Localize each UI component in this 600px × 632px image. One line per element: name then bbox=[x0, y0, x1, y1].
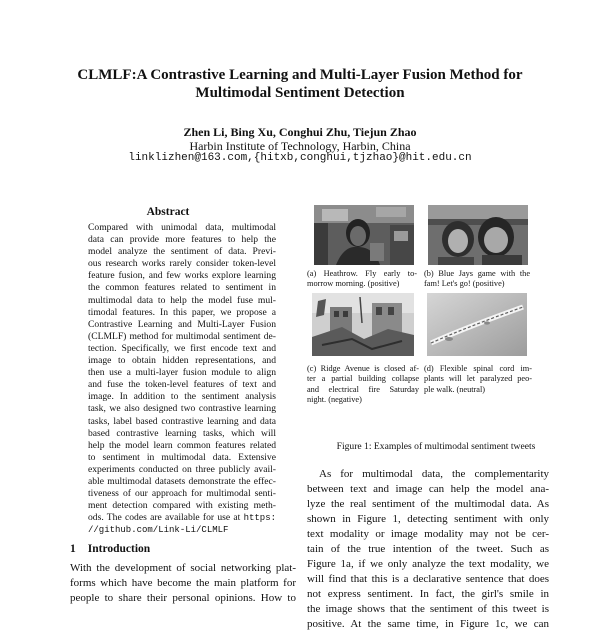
caption-line: fam! Let's go! (positive) bbox=[424, 279, 505, 289]
caption-line: (c) Ridge Avenue is closed af- bbox=[307, 364, 419, 373]
abstract-line: help the model learn common features related bbox=[88, 439, 276, 451]
body-line: tain of the true intention of the tweet. Such as bbox=[307, 543, 549, 555]
abstract-line: multimodal data to help the model fuse mul- bbox=[88, 294, 276, 306]
heathrow-selfie-photo bbox=[314, 205, 414, 265]
body-line: shown in Figure 1, detecting sentiment with only bbox=[307, 513, 549, 525]
spinal-implant-photo bbox=[427, 293, 527, 356]
caption-line: night. (negative) bbox=[307, 395, 362, 405]
abstract-line: tiveness of our approach for multimodal senti- bbox=[88, 488, 276, 500]
section-heading-introduction bbox=[70, 543, 150, 555]
paper-title-line-1: CLMLF:A Contrastive Learning and Multi-Layer Fusion Method for bbox=[77, 67, 523, 83]
abstract-line: feature fusion, and few works explore learning bbox=[88, 270, 276, 282]
body-line: not express sentiment. In fact, the girl's smile in bbox=[307, 588, 549, 600]
blue-jays-selfie-photo bbox=[428, 205, 528, 265]
abstract-body bbox=[88, 222, 276, 536]
subfigure-d-caption bbox=[424, 364, 532, 395]
section-title: Introduction bbox=[87, 543, 151, 555]
subfigure-a-caption bbox=[307, 269, 417, 290]
abstract-line: Compared with unimodal data, multimodal bbox=[88, 222, 276, 233]
body-line: the image shows that the sentiment of this tweet is bbox=[307, 603, 549, 615]
caption-line: morrow morning. (positive) bbox=[307, 279, 400, 289]
abstract-line: then use a multi-layer fusion module to align bbox=[88, 367, 276, 379]
abstract-line: the common features related to sentiment in bbox=[88, 282, 276, 294]
introduction-body bbox=[70, 561, 296, 606]
caption-line: ter a partial building collapse bbox=[307, 374, 419, 384]
caption-line: (b) Blue Jays game with the bbox=[424, 269, 530, 278]
body-line: As for multimodal data, the complementarity bbox=[319, 468, 549, 480]
introduction-line: people to share their personal opinions. How to bbox=[70, 592, 296, 604]
caption-line: ple walk. (neutral) bbox=[424, 384, 486, 394]
paper-title bbox=[60, 66, 540, 102]
subfigure-c bbox=[307, 293, 419, 403]
abstract-line: image to obtain hidden representations, and bbox=[88, 355, 276, 367]
subfigure-d bbox=[424, 293, 536, 403]
right-column-body bbox=[307, 467, 549, 632]
caption-line: (a) Heathrow. Fly early to- bbox=[307, 269, 417, 278]
abstract-line: experiments conducted on three publicly avail- bbox=[88, 463, 276, 475]
introduction-line: With the development of social networking plat- bbox=[70, 562, 296, 574]
caption-line: (d) Flexible spinal cord im- bbox=[424, 364, 532, 373]
abstract-line: data can provide more features to help the bbox=[88, 234, 276, 246]
subfigure-b-caption bbox=[424, 269, 530, 290]
caption-line: plants will let paralyzed peo- bbox=[424, 374, 532, 384]
affiliation: Harbin Institute of Technology, Harbin, China bbox=[189, 139, 411, 153]
building-collapse-photo bbox=[312, 293, 414, 356]
abstract-line: ous research works rarely consider token-level bbox=[88, 258, 276, 270]
abstract-line: to sentiment in multimodal data. Extensive bbox=[88, 451, 276, 463]
abstract-line: (CLMLF) method for multimodal sentiment de- bbox=[88, 330, 276, 342]
abstract-code-sentence: ods. The codes are available for use at bbox=[88, 512, 241, 524]
abstract-line-code bbox=[88, 512, 276, 524]
abstract-line: based contrastive learning tasks, which will bbox=[88, 427, 276, 439]
code-link-url[interactable] bbox=[88, 524, 276, 536]
abstract-line: and fuse the token-level features of text and bbox=[88, 379, 276, 391]
abstract-heading: Abstract bbox=[146, 206, 190, 218]
body-line: positive. At the same time, in Figure 1c, we can bbox=[307, 618, 549, 630]
subfigure-a bbox=[307, 205, 417, 305]
paper-title-line-2: Multimodal Sentiment Detection bbox=[195, 85, 405, 101]
abstract-line: tasks, label based contrastive learning and data bbox=[88, 415, 276, 427]
abstract-line: image. In addition to the sentiment analysis bbox=[88, 391, 276, 403]
abstract-line: model analyze the sentiment of data. Previ- bbox=[88, 246, 276, 258]
caption-line: and electrical fire Saturday bbox=[307, 384, 419, 394]
subfigure-c-caption bbox=[307, 364, 419, 406]
authors: Zhen Li, Bing Xu, Conghui Zhu, Tiejun Zhao bbox=[183, 125, 417, 139]
body-line: between text and image can help the model ana- bbox=[307, 483, 549, 495]
body-line: Figure 1a, if we only analyze the text modality, we bbox=[307, 558, 549, 570]
body-line: lyze the real sentiment of the multimodal data. As bbox=[307, 498, 549, 510]
section-number: 1 bbox=[70, 543, 76, 555]
author-emails: linklizhen@163.com,{hitxb,conghui,tjzhao}@hit.edu.cn bbox=[128, 152, 472, 164]
body-line: text modality or image modality may not be cer- bbox=[307, 528, 549, 540]
figure-1-caption: Figure 1: Examples of multimodal sentiment tweets bbox=[336, 441, 536, 452]
abstract-line: tection. Specifically, we first encode text and bbox=[88, 342, 276, 354]
abstract-line: task, we also designed two contrastive learning bbox=[88, 403, 276, 415]
abstract-line: ment detection compared with existing meth- bbox=[88, 500, 276, 512]
body-line: will find that this is a declarative sentence that does bbox=[307, 573, 549, 585]
abstract-line: Contrastive Learning and Multi-Layer Fusion bbox=[88, 318, 276, 330]
abstract-line: able multimodal datasets demonstrate the effec- bbox=[88, 475, 276, 487]
code-link-url-text[interactable]: //github.com/Link-Li/CLMLF bbox=[88, 525, 229, 536]
abstract-line: timodal features. In this paper, we propose a bbox=[88, 306, 276, 318]
introduction-line: forms which have become the main platform for bbox=[70, 577, 296, 589]
code-link-prefix[interactable]: https: bbox=[243, 513, 276, 524]
subfigure-b bbox=[424, 205, 534, 305]
